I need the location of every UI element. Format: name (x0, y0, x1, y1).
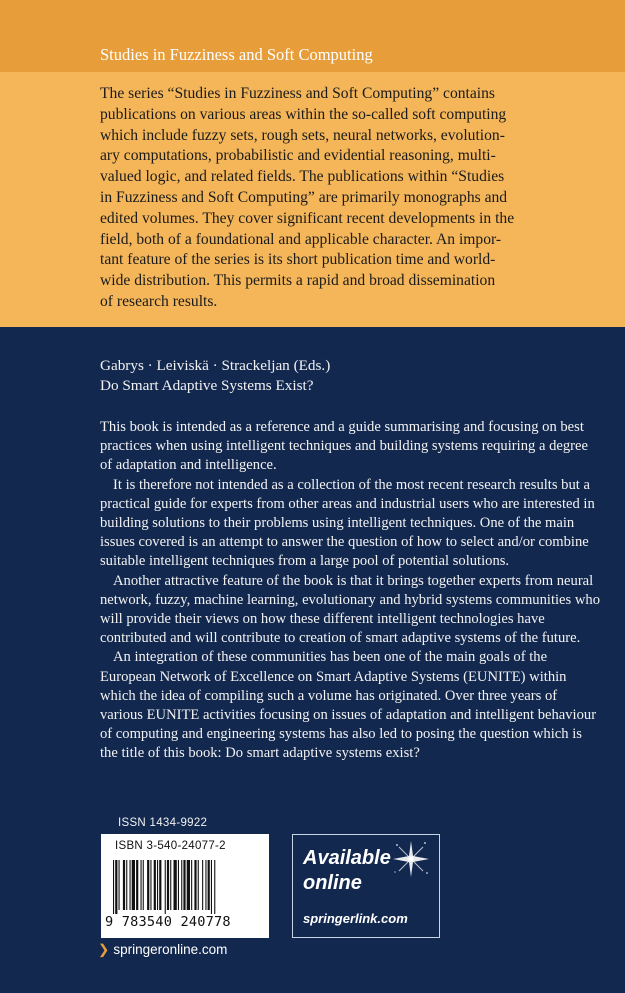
barcode-bar (174, 860, 177, 910)
barcode-bar (141, 860, 142, 910)
barcode-bar (167, 860, 169, 910)
springerlink-url: springerlink.com (303, 911, 408, 926)
barcode-bar (198, 860, 199, 910)
barcode-bar (132, 860, 135, 910)
series-description-line: The series “Studies in Fuzziness and Soft Computing” contains (100, 85, 495, 102)
barcode-bar (150, 860, 151, 910)
series-description-band (0, 72, 625, 327)
series-description-line: which include fuzzy sets, rough sets, neural networks, evolution- (100, 126, 505, 144)
barcode-bar (214, 860, 215, 914)
book-editors: Gabrys · Leiviskä · Strackeljan (Eds.) (100, 357, 331, 374)
barcode-bar (170, 860, 171, 910)
barcode-bar (191, 860, 192, 910)
barcode-bar (194, 860, 196, 910)
available-label: Available (303, 847, 391, 869)
barcode-bar (147, 860, 149, 910)
barcode-bar (178, 860, 179, 910)
publisher-website-text: springeronline.com (113, 942, 228, 957)
barcode-graphic (111, 860, 259, 916)
barcode-bar (154, 860, 156, 910)
barcode-bar (119, 860, 120, 910)
series-description-line: ary computations, probabilistic and evidential reasoning, multi- (100, 147, 496, 165)
series-description-line: edited volumes. They cover significant recent developments in the (100, 209, 515, 227)
blurb-paragraph: Another attractive feature of the book is that it brings together experts from neural network, fuzzy, machine learning, evolutionary and hybrid systems communities who will provide their views on how these different intelligent technologies have contributed and will contribute to creation of smart adaptive systems of the future. (100, 572, 600, 647)
barcode-bar (187, 860, 190, 910)
barcode-bar (202, 860, 203, 910)
book-blurb (100, 418, 600, 764)
barcode-bar (183, 860, 185, 910)
barcode-bar (181, 860, 182, 910)
sparkle-icon (389, 839, 433, 879)
series-description-line: publications on various areas within the so-called soft computing (100, 105, 507, 123)
barcode-bar (165, 860, 166, 914)
chevron-right-icon: ❯ (98, 942, 110, 957)
isbn-label: ISBN 3-540-24077-2 (115, 840, 226, 852)
barcode-bar (208, 860, 210, 910)
series-description-line: wide distribution. This permits a rapid and broad dissemination (100, 272, 496, 290)
series-title: Studies in Fuzziness and Soft Computing (100, 45, 373, 64)
series-description (100, 84, 600, 313)
blurb-paragraph: An integration of these communities has been one of the main goals of the European Network of Excellence on Smart Adaptive Systems (EUNITE) within which the idea of compiling such a volume has originated. Over three years of various EUNITE activities focusing on issues of adaptation and intelligent behaviour of computing and engineering systems has also led to posing the question which is the title of this book: Do smart adaptive systems exist? (100, 649, 597, 762)
ean-number: 9 783540 240778 (105, 914, 231, 930)
publisher-website[interactable] (98, 942, 227, 958)
barcode-bar (205, 860, 206, 910)
blurb-paragraph: It is therefore not intended as a collection of the most recent research results but a practical guide for experts from other areas and industrial users who are interested in building solutions to their problems using intelligent techniques. One of the main issues covered is an attempt to answer the question of how to select and/or combine suitable intelligent techniques from a large pool of potential solutions. (100, 476, 595, 570)
barcode-panel (101, 834, 269, 938)
series-description-line: tant feature of the series is its short publication time and world- (100, 251, 496, 269)
barcode-bar (211, 860, 212, 914)
barcode-bar (115, 860, 117, 914)
series-description-line: field, both of a foundational and applicable character. An impor- (100, 230, 502, 248)
series-header-bar (0, 0, 625, 72)
barcode-bar (123, 860, 125, 910)
book-title: Do Smart Adaptive Systems Exist? (100, 377, 314, 394)
barcode-bar (143, 860, 144, 910)
barcode-bar (130, 860, 131, 910)
series-description-line: of research results. (100, 292, 218, 310)
barcode-bar (136, 860, 138, 910)
series-description-line: in Fuzziness and Soft Computing” are primarily monographs and (100, 188, 508, 206)
online-label: online (303, 872, 362, 894)
series-description-line: valued logic, and related fields. The publications within “Studies (100, 168, 505, 186)
blurb-paragraph: This book is intended as a reference and a guide summarising and focusing on best practices when using intelligent techniques and building systems requiring a degree of adaptation and intelligence. (100, 419, 588, 474)
barcode-bar (126, 860, 127, 910)
barcode-bar (113, 860, 114, 914)
available-online-badge[interactable] (292, 834, 440, 938)
barcode-bar (159, 860, 161, 910)
issn-label: ISSN 1434-9922 (118, 817, 208, 829)
barcode-bar (157, 860, 158, 910)
